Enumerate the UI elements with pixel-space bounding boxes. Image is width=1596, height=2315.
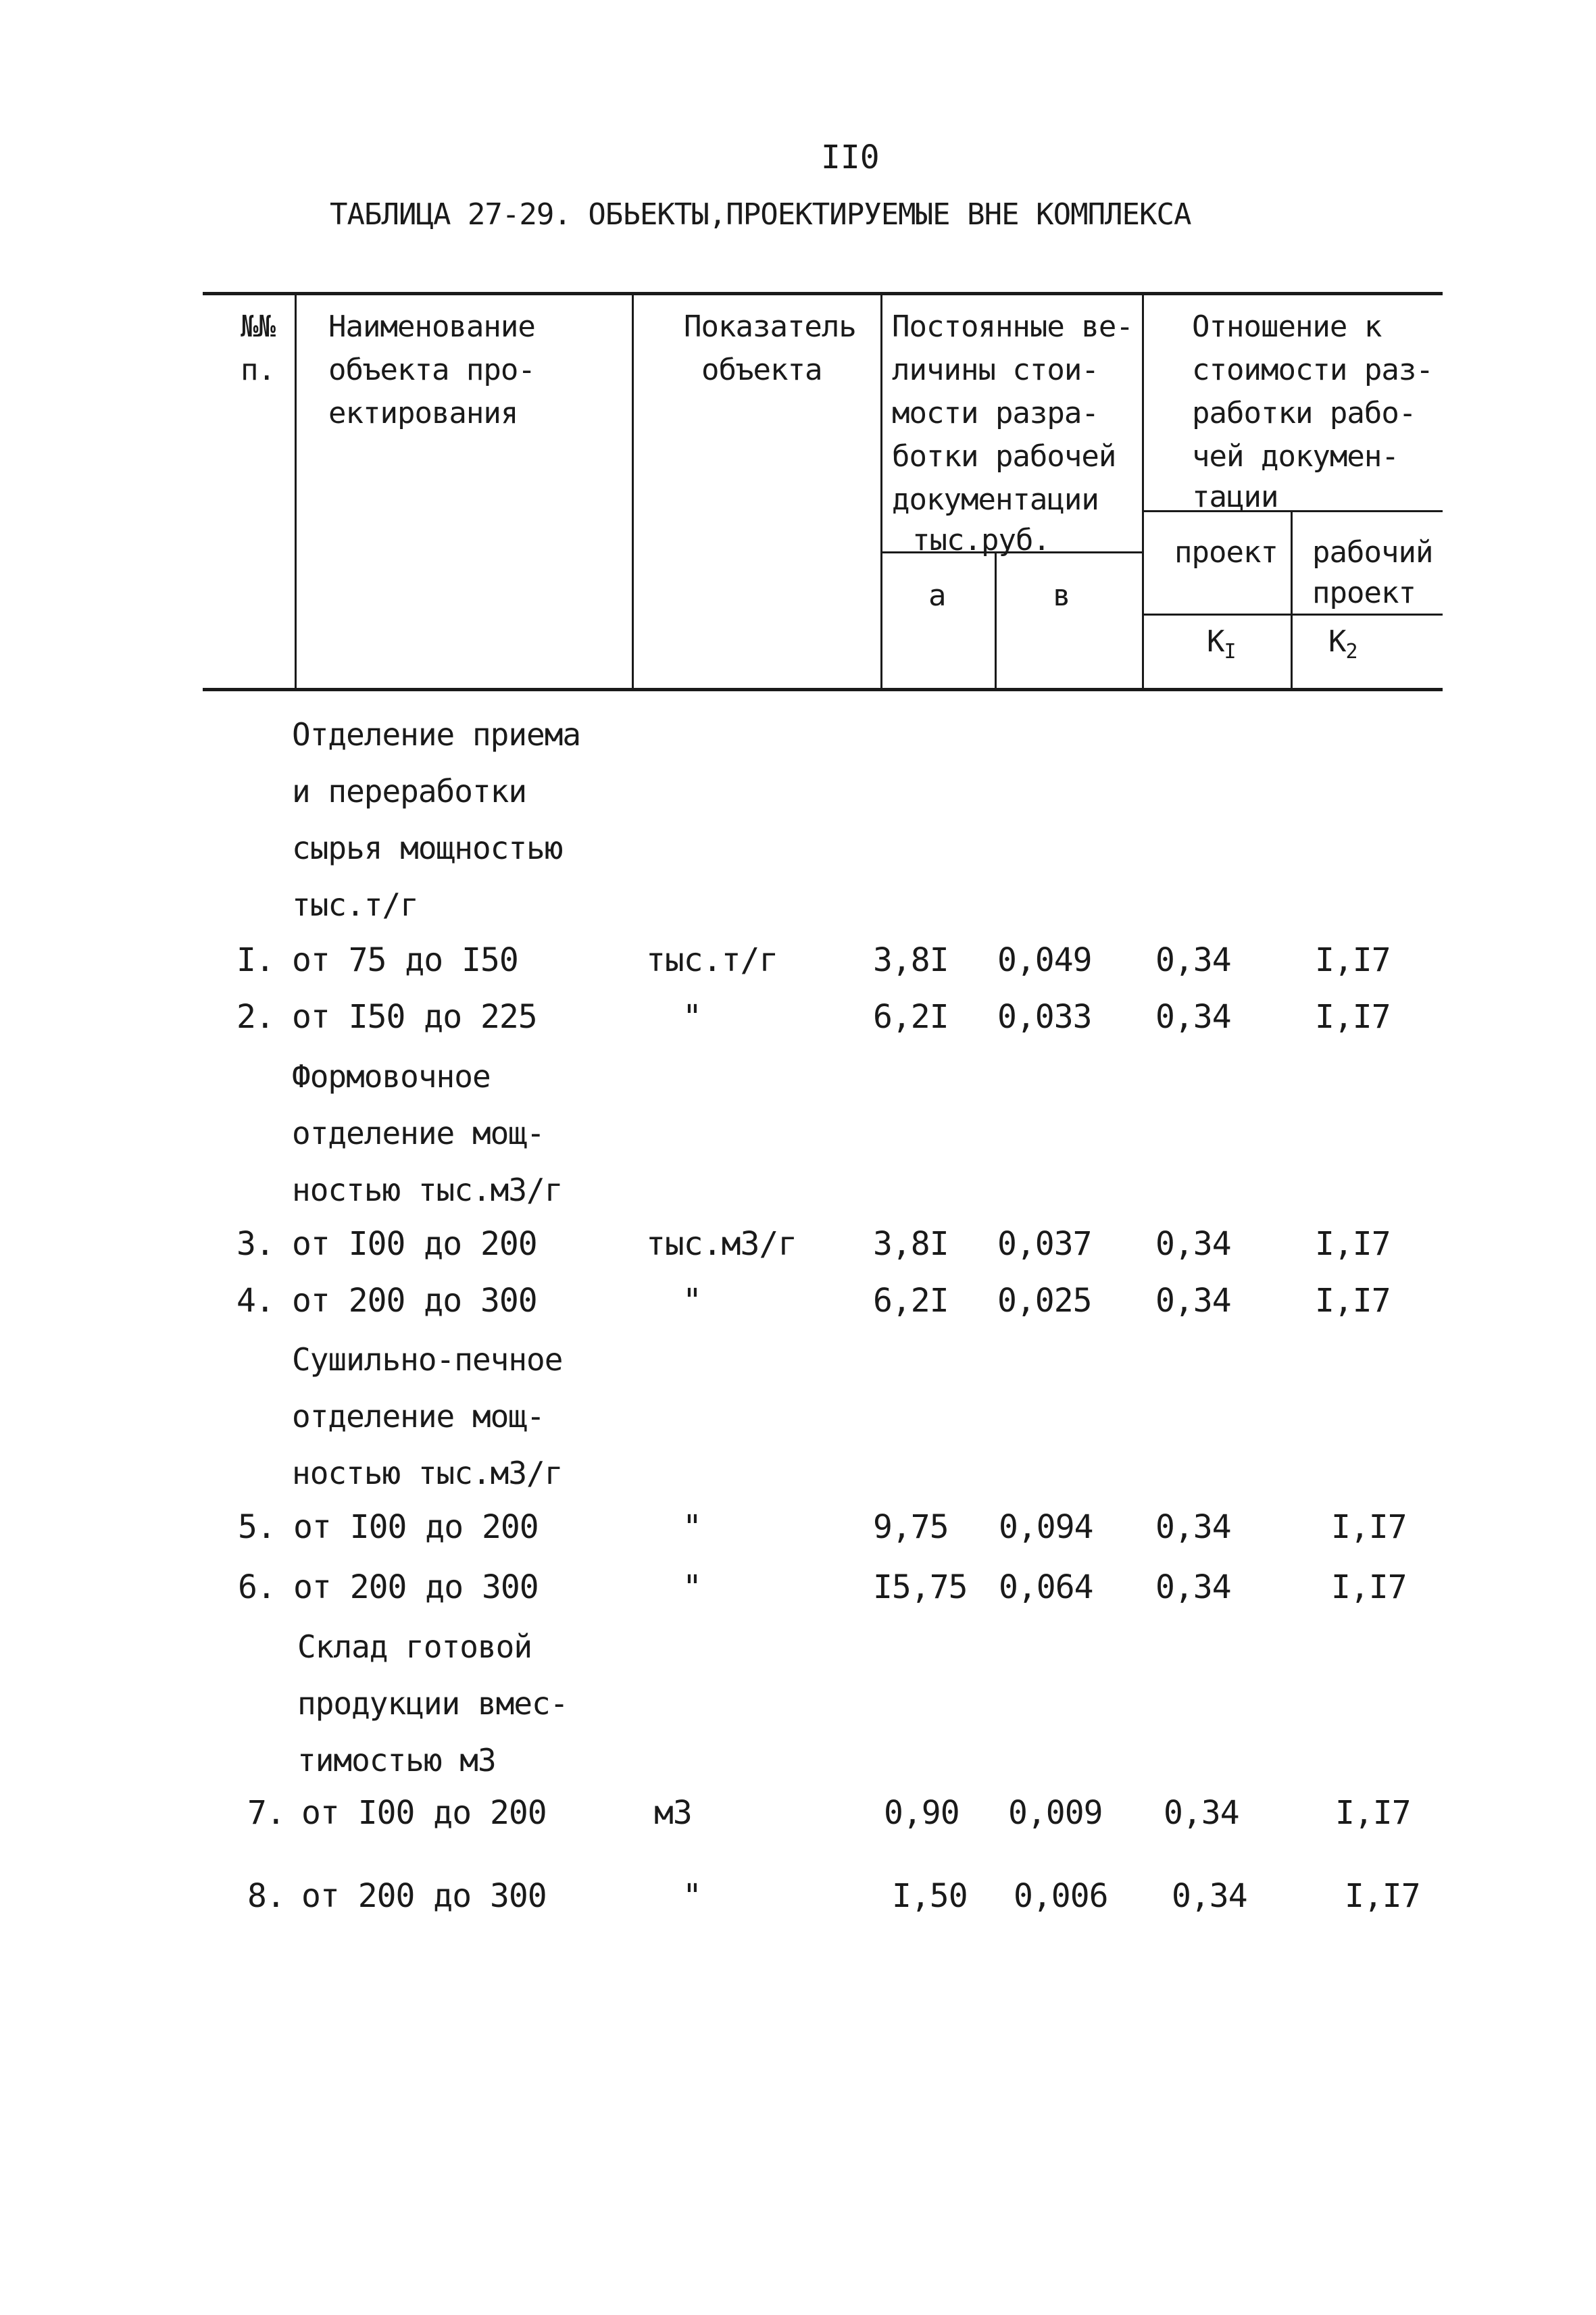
row-a: 6,2I [873,998,949,1036]
row-a: 0,90 [884,1794,959,1832]
header-name-line-2: объекта про- [328,353,535,387]
row-num: 6. [238,1568,276,1606]
row-num: 3. [236,1225,274,1263]
row-b: 0,049 [997,941,1092,979]
row-indicator: " [682,1508,701,1546]
row-name: от 200 до 300 [293,1568,539,1606]
header-constants-unit: тыс.руб. [912,523,1050,557]
group-label-line: отделение мощ- [292,1115,545,1151]
group-label-line: ностью тыс.м3/г [292,1172,563,1208]
row-num: 4. [236,1282,274,1320]
row-name: от 200 до 300 [292,1282,537,1320]
group-label-line: продукции вмес- [297,1685,568,1722]
header-col-b: в [1053,578,1070,613]
header-constants-line-4: ботки рабочей [892,439,1116,474]
row-k2: I,I7 [1345,1877,1420,1915]
row-k2: I,I7 [1315,998,1391,1036]
row-k2: I,I7 [1331,1568,1407,1606]
row-k2: I,I7 [1315,941,1391,979]
row-k1: 0,34 [1164,1794,1239,1832]
row-k2: I,I7 [1335,1794,1411,1832]
row-b: 0,037 [997,1225,1092,1263]
group-label-line: Сушильно-печное [292,1341,563,1378]
row-name: от I00 до 200 [301,1794,547,1832]
header-name-line-3: ектирования [328,396,518,430]
table-row [0,1282,1596,1322]
header-constants-line-2: личины стои- [892,353,1099,387]
group-label-line: Формовочное [292,1058,491,1095]
group-label-line: Отделение приема [292,716,581,753]
table-row [0,941,1596,982]
row-a: 6,2I [873,1282,949,1320]
row-name: от 200 до 300 [301,1877,547,1915]
header-ratio-line-4: чей докумен- [1192,439,1399,474]
header-k1: $К_I$ [1207,624,1236,664]
header-constants-line-3: мости разра- [892,396,1099,430]
row-indicator: м3 [654,1794,692,1832]
row-a: 3,8I [873,941,949,979]
header-ratio-line-5: тации [1192,480,1278,514]
row-indicator: " [682,1568,701,1606]
group-label-line: тыс.т/г [292,887,418,923]
row-name: от 75 до I50 [292,941,518,979]
table-row [0,1508,1596,1549]
header-name-line-1: Наименование [328,309,535,344]
table-row [0,998,1596,1039]
row-num: 7. [247,1794,285,1832]
row-indicator: " [682,1877,701,1915]
table-row [0,1794,1596,1835]
group-label-line: тимостью м3 [297,1742,496,1778]
header-ratio-line-3: работки рабо- [1192,396,1416,430]
row-indicator: " [682,998,701,1036]
row-num: 5. [238,1508,276,1546]
row-num: 8. [247,1877,285,1915]
row-k1: 0,34 [1155,941,1231,979]
table-title: ТАБЛИЦА 27-29. ОБЬЕКТЫ,ПРОЕКТИРУЕМЫЕ ВНЕ КОМПЛЕКСА [330,197,1191,232]
row-indicator: " [682,1282,701,1320]
table-row [0,1568,1596,1609]
group-label-line: ностью тыс.м3/г [292,1455,563,1491]
col-divider-3 [880,293,882,689]
row-name: от I00 до 200 [293,1508,539,1546]
col-divider-k [1291,512,1293,689]
group-label-line: сырья мощностью [292,830,563,866]
row-b: 0,064 [999,1568,1093,1606]
row-name: от I00 до 200 [292,1225,537,1263]
table-row [0,1225,1596,1266]
row-k2: I,I7 [1315,1282,1391,1320]
header-constants-line-5: документации [892,482,1099,517]
page-number: II0 [821,139,880,176]
header-num-line-1: №№ [241,309,275,344]
header-constants-line-1: Постоянные ве- [892,309,1133,344]
row-k1: 0,34 [1155,1508,1231,1546]
header-ratio-line-2: стоимости раз- [1192,353,1433,387]
header-ratio-line-1: Отношение к [1192,309,1382,344]
row-a: I5,75 [873,1568,968,1606]
row-name: от I50 до 225 [292,998,537,1036]
row-num: 2. [236,998,274,1036]
ratio-subrule [1143,510,1443,512]
group-label-line: Склад готовой [297,1628,532,1665]
header-indicator-line-1: Показатель [684,309,856,344]
row-a: 3,8I [873,1225,949,1263]
table-row [0,1877,1596,1918]
row-b: 0,006 [1014,1877,1108,1915]
row-num: I. [236,941,274,979]
header-working-proekt-line-1: рабочий [1312,535,1433,570]
header-proekt: проект [1174,535,1278,570]
col-divider-1 [295,293,297,689]
header-num-line-2: п. [241,353,275,387]
header-indicator-line-2: объекта [701,353,822,387]
row-k1: 0,34 [1155,998,1231,1036]
header-bottom-rule [203,688,1443,691]
header-k2: $К_2$ [1328,624,1357,664]
row-b: 0,025 [997,1282,1092,1320]
row-k2: I,I7 [1331,1508,1407,1546]
row-k1: 0,34 [1155,1282,1231,1320]
row-b: 0,009 [1008,1794,1103,1832]
row-k1: 0,34 [1172,1877,1247,1915]
row-k2: I,I7 [1315,1225,1391,1263]
row-a: I,50 [892,1877,968,1915]
col-divider-ab [995,553,997,689]
header-top-rule [203,292,1443,295]
col-divider-2 [632,293,634,689]
group-label-line: отделение мощ- [292,1398,545,1435]
col-divider-4 [1142,293,1144,689]
row-indicator: тыс.м3/г [646,1225,797,1263]
row-k1: 0,34 [1155,1225,1231,1263]
row-a: 9,75 [873,1508,949,1546]
row-b: 0,094 [999,1508,1093,1546]
row-k1: 0,34 [1155,1568,1231,1606]
header-col-a: а [928,578,946,613]
row-b: 0,033 [997,998,1092,1036]
row-indicator: тыс.т/г [646,941,778,979]
header-working-proekt-line-2: проект [1312,576,1416,610]
group-label-line: и переработки [292,773,527,810]
